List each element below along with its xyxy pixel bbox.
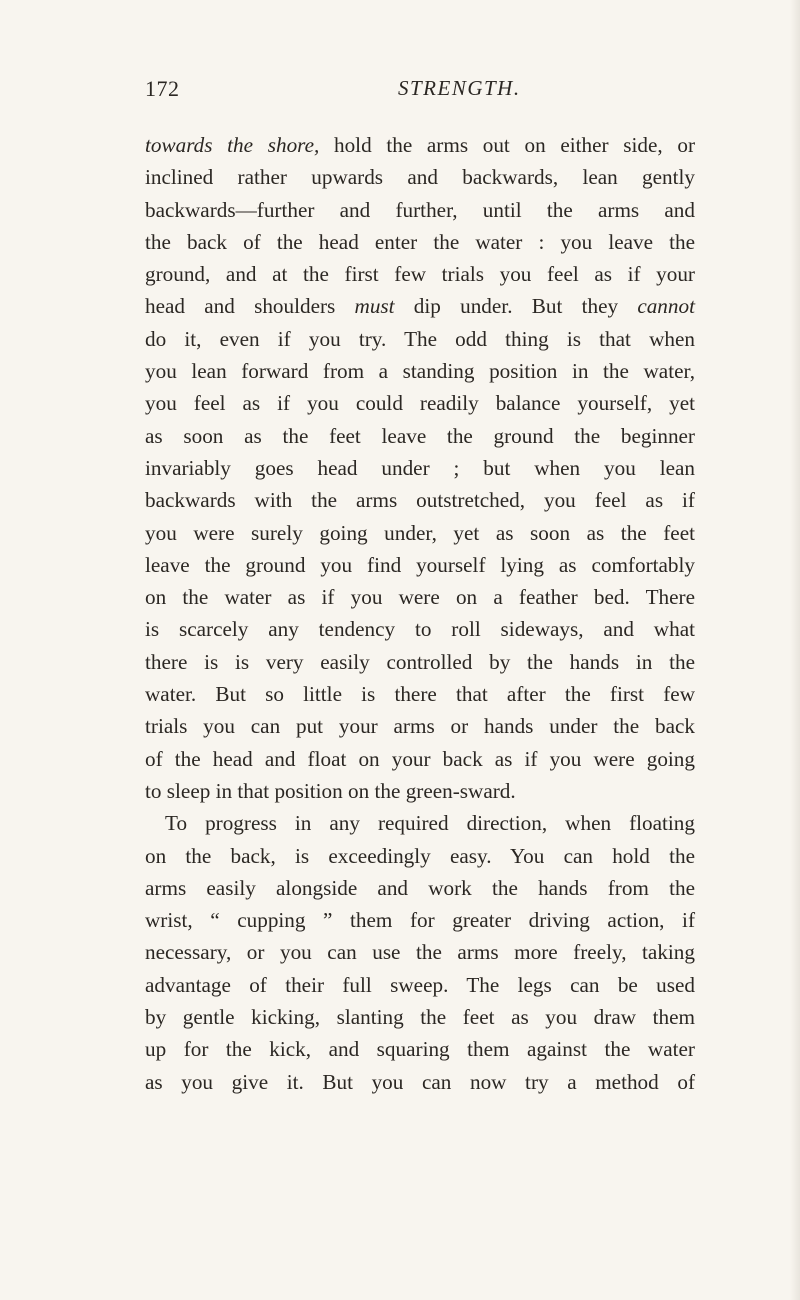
text-line [145, 290, 695, 322]
text-segment: you were surely going under, yet as soon as the feet [145, 520, 695, 545]
text-line [145, 129, 695, 161]
italic-text: cannot [637, 294, 695, 319]
text-line [145, 646, 695, 678]
running-head: STRENGTH. [398, 76, 521, 100]
text-line [145, 1033, 695, 1065]
text-segment: on the back, is exceedingly easy. You can hold the [145, 843, 695, 868]
text-line [145, 226, 695, 258]
text-line [145, 387, 695, 419]
text-line [145, 420, 695, 452]
text-line [145, 1001, 695, 1033]
text-segment: arms easily alongside and work the hands from the [145, 875, 695, 900]
text-segment: as soon as the feet leave the ground the beginner [145, 423, 695, 448]
text-line [145, 484, 695, 516]
text-segment: wrist, “ cupping ” them for greater driving action, if [145, 908, 695, 933]
text-segment: you feel as if you could readily balance yourself, yet [145, 391, 695, 416]
text-segment: the back of the head enter the water : you leave the [145, 229, 695, 254]
text-line [145, 936, 695, 968]
text-segment: inclined rather upwards and backwards, lean gently [145, 165, 695, 190]
text-line [145, 258, 695, 290]
text-line [145, 161, 695, 193]
text-segment: up for the kick, and squaring them against the water [145, 1037, 695, 1062]
text-segment: you lean forward from a standing position in the water, [145, 359, 695, 384]
text-segment: to sleep in that position on the green-sward. [145, 778, 516, 803]
text-line [145, 613, 695, 645]
text-segment: on the water as if you were on a feather bed. There [145, 585, 695, 610]
text-line [145, 323, 695, 355]
text-segment: advantage of their full sweep. The legs can be used [145, 972, 695, 997]
text-segment: To progress in any required direction, when floating [165, 811, 695, 836]
text-segment: hold the arms out on either side, or [319, 133, 695, 157]
text-segment: backwards—further and further, until the arms and [145, 197, 695, 222]
italic-text: towards the shore, [145, 133, 320, 157]
text-line [145, 517, 695, 549]
text-segment: of the head and float on your back as if you were going [145, 746, 695, 771]
text-segment: water. But so little is there that after the first few [145, 682, 695, 707]
text-line [145, 807, 695, 839]
text-line [145, 710, 695, 742]
text-line [145, 969, 695, 1001]
text-segment: by gentle kicking, slanting the feet as you draw them [145, 1005, 695, 1030]
text-line [145, 743, 695, 775]
text-line [145, 452, 695, 484]
text-segment: leave the ground you find yourself lying as comfortably [145, 552, 695, 577]
text-segment: there is is very easily controlled by the hands in the [145, 649, 695, 674]
text-segment: backwards with the arms outstretched, you feel as if [145, 488, 695, 513]
text-segment: ground, and at the first few trials you feel as if your [145, 262, 695, 287]
text-segment: invariably goes head under ; but when you lean [145, 455, 695, 480]
text-segment: trials you can put your arms or hands under the back [145, 714, 695, 739]
text-line [145, 581, 695, 613]
text-line [145, 904, 695, 936]
text-segment: do it, even if you try. The odd thing is that when [145, 326, 695, 351]
text-line [145, 194, 695, 226]
text-segment: dip under. But they [394, 294, 638, 319]
text-line [145, 355, 695, 387]
text-line [145, 840, 695, 872]
text-line [145, 775, 695, 807]
text-line [145, 872, 695, 904]
italic-text: must [354, 294, 395, 319]
body-text [145, 129, 695, 1098]
page-number: 172 [145, 76, 180, 101]
text-line [145, 678, 695, 710]
text-line [145, 1066, 695, 1098]
text-segment: necessary, or you can use the arms more freely, taking [145, 940, 695, 965]
page-edge-shadow [790, 0, 800, 1300]
text-segment: head and shoulders [145, 294, 355, 319]
text-line [145, 549, 695, 581]
text-segment: is scarcely any tendency to roll sideways, and what [145, 617, 695, 642]
text-segment: as you give it. But you can now try a method of [145, 1069, 695, 1094]
page-header [145, 76, 695, 106]
